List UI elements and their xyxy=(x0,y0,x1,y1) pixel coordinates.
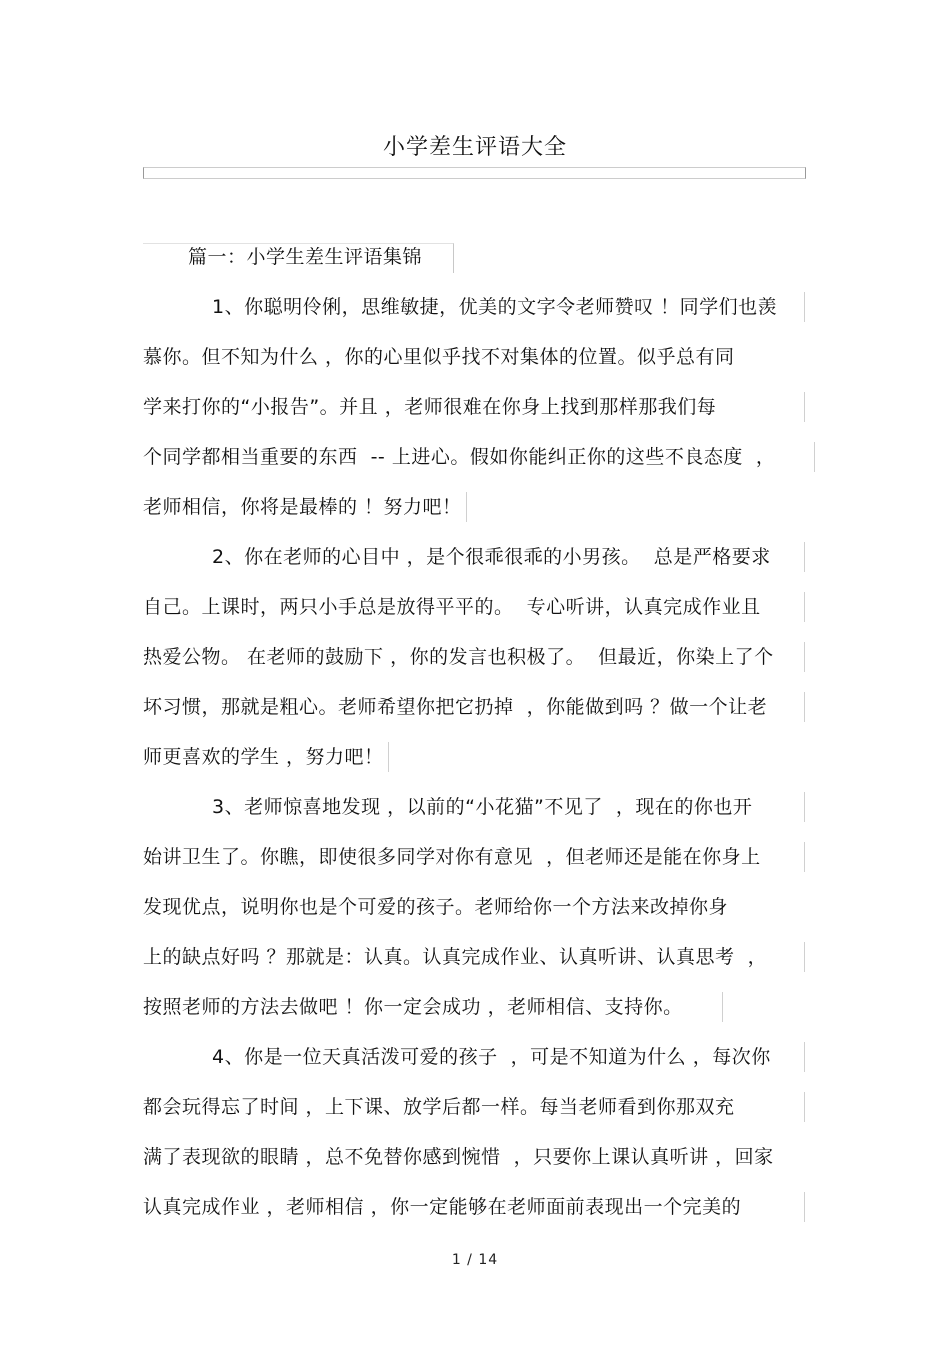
section-heading: 篇一：小学生差生评语集锦 xyxy=(188,246,423,268)
line-end-mark xyxy=(804,392,805,422)
text-line: 按照老师的方法去做吧 ！你一定会成功 ，老师相信、支持你。 xyxy=(143,996,683,1018)
text-line: 学来打你的“小报告”。并且 ，老师很难在你身上找到那样那我们每 xyxy=(143,396,717,418)
text-line: 慕你。但不知为什么 ，你的心里似乎找不对集体的位置。似乎总有同 xyxy=(143,346,735,368)
page-indicator: 1 / 14 xyxy=(451,1252,499,1268)
line-end-mark xyxy=(804,792,805,822)
text-line: 4、你是一位天真活泼可爱的孩子 ，可是不知道为什么 ，每次你 xyxy=(212,1046,771,1068)
line-end-mark xyxy=(466,492,467,522)
text-line: 师更喜欢的学生 ，努力吧！ xyxy=(143,746,384,768)
line-end-mark xyxy=(814,442,815,472)
text-line: 满了表现欲的眼睛 ，总不免替你感到惋惜 ，只要你上课认真听讲 ，回家 xyxy=(143,1146,774,1168)
line-end-mark xyxy=(804,942,805,972)
text-line: 自己。上课时，两只小手总是放得平平的。 专心听讲，认真完成作业且 xyxy=(143,596,761,618)
text-line: 都会玩得忘了时间 ，上下课、放学后都一样。每当老师看到你那双充 xyxy=(143,1096,735,1118)
text-line: 始讲卫生了。你瞧，即使很多同学对你有意见 ，但老师还是能在你身上 xyxy=(143,846,761,868)
text-line: 热爱公物。 在老师的鼓励下 ，你的发言也积极了。 但最近，你染上了个 xyxy=(143,646,774,668)
document-title: 小学差生评语大全 xyxy=(382,135,567,160)
text-line: 个同学都相当重要的东西 -- 上进心。假如你能纠正你的这些不良态度 ， xyxy=(143,446,776,468)
text-line: 上的缺点好吗 ？那就是：认真。认真完成作业、认真听讲、认真思考 ， xyxy=(143,946,768,968)
line-end-mark xyxy=(804,292,805,322)
line-end-mark xyxy=(804,692,805,722)
text-line: 坏习惯，那就是粗心。老师希望你把它扔掉 ，你能做到吗 ？做一个让老 xyxy=(143,696,768,718)
text-line: 发现优点，说明你也是个可爱的孩子。老师给你一个方法来改掉你身 xyxy=(143,896,729,918)
line-end-mark xyxy=(388,742,389,772)
line-end-mark xyxy=(804,592,805,622)
text-line: 老师相信，你将是最棒的 ！努力吧！ xyxy=(143,496,462,518)
line-end-mark xyxy=(804,1092,805,1122)
line-end-mark xyxy=(804,842,805,872)
text-line: 2、你在老师的心目中 ，是个很乖很乖的小男孩。 总是严格要求 xyxy=(212,546,771,568)
line-end-mark xyxy=(804,642,805,672)
text-line: 3、老师惊喜地发现 ，以前的“小花猫”不见了 ，现在的你也开 xyxy=(212,796,753,818)
line-end-mark xyxy=(804,542,805,572)
title-underline-box xyxy=(143,167,806,179)
line-end-mark xyxy=(804,1042,805,1072)
line-end-mark xyxy=(722,992,723,1022)
text-line: 认真完成作业 ，老师相信 ，你一定能够在老师面前表现出一个完美的 xyxy=(143,1196,742,1218)
text-line: 1、你聪明伶俐，思维敏捷，优美的文字令老师赞叹 ！同学们也羡 xyxy=(212,296,778,318)
line-end-mark xyxy=(804,1192,805,1222)
